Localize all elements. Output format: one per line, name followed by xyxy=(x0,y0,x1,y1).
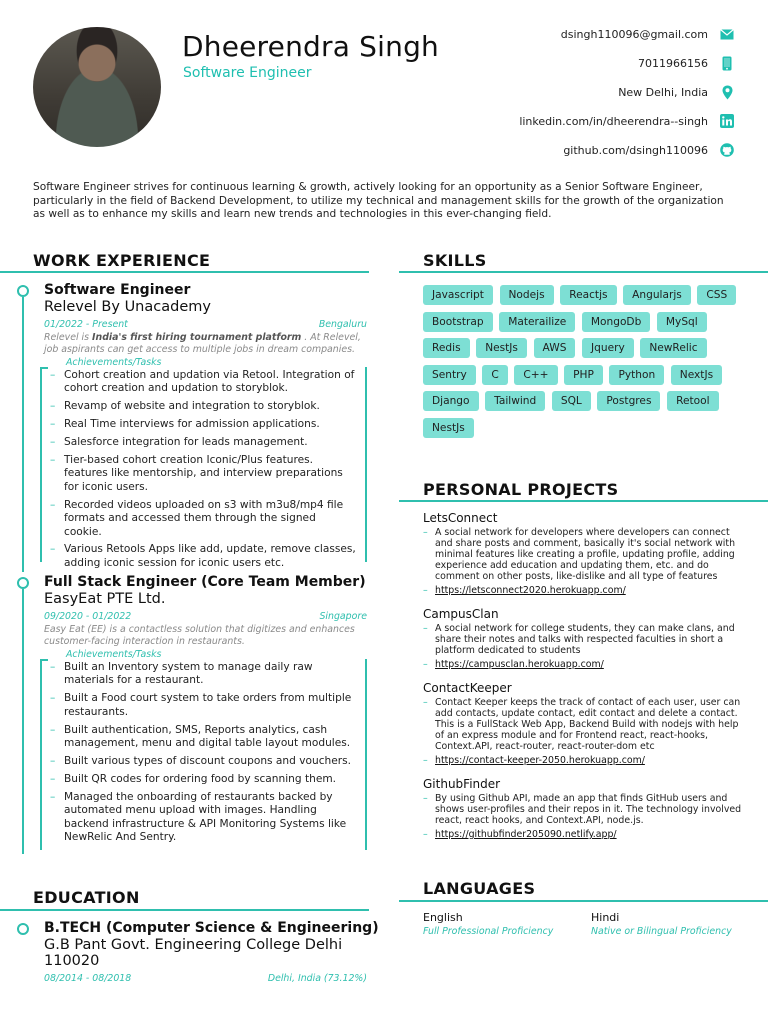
linkedin-icon xyxy=(720,114,734,128)
mail-icon xyxy=(720,27,734,41)
section-rule-skills xyxy=(399,271,768,273)
list-item: – Cohort creation and updation via Retool. Integration of cohort creation and updation to storyblok. xyxy=(44,369,356,396)
skill-chip: Javascript xyxy=(423,285,493,305)
project-description: – A social network for college students, they can make clans, and share their notes and talks with respected faculties in short a platform dedicated to students xyxy=(423,623,743,656)
list-item: – Built authentication, SMS, Reports analytics, cash management, menu and digital table layout modules. xyxy=(44,724,356,751)
project-link-item xyxy=(423,659,743,670)
skill-chip: MySql xyxy=(657,312,707,332)
skill-chip: Redis xyxy=(423,338,470,358)
project-description: – A social network for developers where developers can connect and share posts and comment, basically it's social network with minimal features like creating a profile, updating profile, adding experience add education and updating them, etc. and do comment on other posts, like-dislike and all type of features xyxy=(423,527,743,582)
skills-list xyxy=(423,285,738,438)
project-name: CampusClan xyxy=(423,607,499,621)
skill-chip: NestJs xyxy=(476,338,527,358)
phone-icon xyxy=(720,56,734,70)
profile-summary: Software Engineer strives for continuous learning & growth, actively looking for an opportunity as a Senior Software Engineer, particularly in the field of Backend Development, to utilize my technical and management skills for the growth of the organization as well as to enhance my skills and learn new trends and technologies in this ever-changing field. xyxy=(33,181,724,221)
section-rule-languages xyxy=(399,900,768,902)
job-location: Singapore xyxy=(319,611,367,622)
contact-email[interactable]: dsingh110096@gmail.com xyxy=(561,25,734,43)
list-item: – Real Time interviews for admission applications. xyxy=(44,418,356,431)
project-description: – By using Github API, made an app that finds GitHub users and shows user-profiles and their repos in it. The technology involved react, react hooks, and Context.API, node.js. xyxy=(423,793,743,826)
project-name: ContactKeeper xyxy=(423,681,512,695)
job-dates: 09/2020 - 01/2022 xyxy=(44,611,132,622)
language-level: Native or Bilingual Proficiency xyxy=(591,926,732,937)
timeline-dot xyxy=(17,923,29,935)
skill-chip: SQL xyxy=(552,391,591,411)
skill-chip: Jquery xyxy=(582,338,634,358)
candidate-name: Dheerendra Singh xyxy=(182,30,439,63)
contact-github[interactable]: github.com/dsingh110096 xyxy=(563,141,734,159)
section-rule-projects xyxy=(399,500,768,502)
project-description: – Contact Keeper keeps the track of contact of each user, user can add contacts, update contact, edit contact and delete a contact. This is a FullStack Web App, Backend Build with nodejs with help of an express module and for Frontend react, react-hooks, Context.API, react-router, react-router-dom etc xyxy=(423,697,743,752)
job-location: Bengaluru xyxy=(318,319,367,330)
list-item: – Various Retools Apps like add, update, remove classes, adding iconic session for iconic users etc. xyxy=(44,543,356,570)
school-name: G.B Pant Govt. Engineering College Delhi 110020 xyxy=(44,937,343,969)
skill-chip: C++ xyxy=(514,365,557,385)
section-title-education: EDUCATION xyxy=(33,888,140,907)
language-entry xyxy=(591,911,732,937)
location-pin-icon xyxy=(720,85,734,99)
project-entry xyxy=(423,607,743,670)
contact-location: New Delhi, India xyxy=(618,83,734,101)
job-title: Software Engineer xyxy=(44,282,191,298)
section-rule-experience xyxy=(0,271,369,273)
skill-chip: MongoDb xyxy=(582,312,650,332)
skill-chip: Bootstrap xyxy=(423,312,493,332)
degree-title: B.TECH (Computer Science & Engineering) xyxy=(44,920,379,936)
project-entry xyxy=(423,511,743,596)
skill-chip: Reactjs xyxy=(560,285,616,305)
skill-chip: Angularjs xyxy=(623,285,691,305)
project-link-item xyxy=(423,829,743,840)
project-link[interactable]: https://campusclan.herokuapp.com/ xyxy=(435,659,604,670)
skill-chip: Materailize xyxy=(499,312,575,332)
job-title: Full Stack Engineer (Core Team Member) xyxy=(44,574,366,590)
skill-chip: AWS xyxy=(534,338,576,358)
list-item: – Revamp of website and integration to storyblok. xyxy=(44,400,356,413)
company-name: EasyEat PTE Ltd. xyxy=(44,591,166,607)
company-name: Relevel By Unacademy xyxy=(44,299,211,315)
skill-chip: NewRelic xyxy=(640,338,706,358)
company-description: Relevel is India's first hiring tournament platform . At Relevel, job aspirants can get access to multiple jobs in dream companies. xyxy=(44,332,361,355)
company-description: Easy Eat (EE) is a contactless solution that digitizes and enhances customer-facing interaction in restaurants. xyxy=(44,624,355,647)
project-name: LetsConnect xyxy=(423,511,498,525)
profile-photo xyxy=(33,27,161,147)
project-link[interactable]: https://letsconnect2020.herokuapp.com/ xyxy=(435,585,626,596)
section-title-languages: LANGUAGES xyxy=(423,879,536,898)
project-entry xyxy=(423,681,743,766)
project-link[interactable]: https://contact-keeper-2050.herokuapp.com/ xyxy=(435,755,645,766)
list-item: – Recorded videos uploaded on s3 with m3u8/mp4 file formats and accessed them through the signed cookie. xyxy=(44,499,356,539)
section-title-projects: PERSONAL PROJECTS xyxy=(423,480,619,499)
list-item: – Built a Food court system to take orders from multiple restaurants. xyxy=(44,692,356,719)
list-item: – Built QR codes for ordering food by scanning them. xyxy=(44,773,356,786)
skill-chip: Python xyxy=(609,365,664,385)
list-item: – Managed the onboarding of restaurants backed by automated menu upload with images. Handling backend infrastructure & API Monitoring Systems like NewRelic And Sentry. xyxy=(44,791,356,845)
skill-chip: Postgres xyxy=(597,391,660,411)
contact-phone[interactable]: 7011966156 xyxy=(638,54,734,72)
timeline-line xyxy=(22,297,24,572)
skill-chip: CSS xyxy=(697,285,736,305)
timeline-line xyxy=(22,589,24,854)
list-item: – Salesforce integration for leads management. xyxy=(44,436,356,449)
section-rule-education xyxy=(0,909,369,911)
project-link-item xyxy=(423,585,743,596)
skill-chip: PHP xyxy=(564,365,603,385)
skill-chip: Nodejs xyxy=(500,285,554,305)
education-location: Delhi, India (73.12%) xyxy=(267,973,367,984)
section-title-skills: SKILLS xyxy=(423,251,487,270)
skill-chip: NextJs xyxy=(671,365,722,385)
timeline-dot xyxy=(17,577,29,589)
section-title-experience: WORK EXPERIENCE xyxy=(33,251,211,270)
task-list xyxy=(44,661,356,844)
achievements-label: Achievements/Tasks xyxy=(66,649,162,660)
timeline-dot xyxy=(17,285,29,297)
skill-chip: Sentry xyxy=(423,365,476,385)
list-item: – Built various types of discount coupons and vouchers. xyxy=(44,755,356,768)
candidate-role: Software Engineer xyxy=(183,65,312,81)
language-name: English xyxy=(423,911,463,924)
job-dates: 01/2022 - Present xyxy=(44,319,128,330)
skill-chip: Django xyxy=(423,391,479,411)
project-link[interactable]: https://githubfinder205090.netlify.app/ xyxy=(435,829,617,840)
task-list xyxy=(44,369,356,570)
language-entry xyxy=(423,911,553,937)
list-item: – Built an Inventory system to manage daily raw materials for a restaurant. xyxy=(44,661,356,688)
skill-chip: C xyxy=(482,365,507,385)
skill-chip: NestJs xyxy=(423,418,474,438)
list-item: – Tier-based cohort creation Iconic/Plus features. features like mentorship, and interview preparations for iconic users. xyxy=(44,454,356,494)
education-dates: 08/2014 - 08/2018 xyxy=(44,973,132,984)
project-name: GithubFinder xyxy=(423,777,501,791)
language-name: Hindi xyxy=(591,911,620,924)
skill-chip: Retool xyxy=(667,391,718,411)
project-entry xyxy=(423,777,743,840)
achievements-label: Achievements/Tasks xyxy=(66,357,162,368)
skill-chip: Tailwind xyxy=(485,391,545,411)
contact-linkedin[interactable]: linkedin.com/in/dheerendra--singh xyxy=(519,112,734,130)
github-icon xyxy=(720,143,734,157)
project-link-item xyxy=(423,755,743,766)
language-level: Full Professional Proficiency xyxy=(423,926,554,937)
